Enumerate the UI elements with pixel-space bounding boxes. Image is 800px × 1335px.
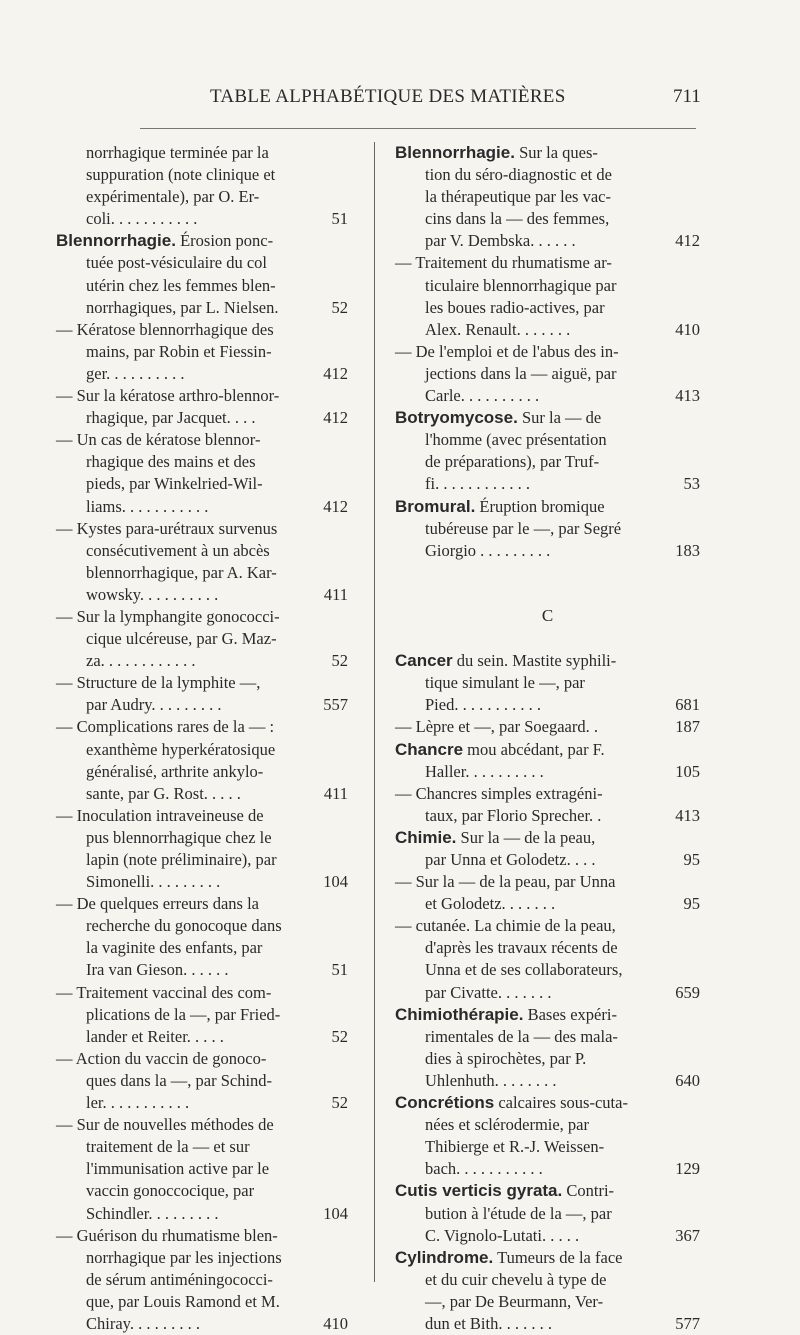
entry-text: Tumeurs de la face <box>493 1247 623 1267</box>
entry-text: — Action du vaccin de gonoco- <box>56 1048 267 1068</box>
entry-line <box>395 1070 700 1092</box>
entry-line <box>395 739 700 761</box>
entry-line <box>56 297 348 319</box>
entry-line <box>56 540 348 562</box>
entry-line <box>395 252 700 274</box>
entry-line <box>56 562 348 584</box>
section-letter-text: C <box>541 605 554 625</box>
entry-text: norrhagiques, par L. Nielsen. <box>86 297 279 317</box>
entry-line <box>395 1180 700 1202</box>
entry-heading: Cutis verticis gyrata. <box>395 1181 563 1201</box>
page-reference: 412 <box>323 496 348 516</box>
entry-text: jections dans la — aiguë, par <box>425 363 617 383</box>
entry-heading: Botryomycose. <box>395 408 518 428</box>
entry-text: calcaires sous-cuta- <box>494 1093 628 1113</box>
entry-line <box>56 518 348 540</box>
index-entry <box>395 827 700 871</box>
index-entry <box>395 142 700 252</box>
index-entry <box>395 716 700 738</box>
entry-text: Ira van Gieson. . . . . . <box>86 960 229 980</box>
entry-text: blennorrhagique, par A. Kar- <box>86 562 277 582</box>
page-reference: 183 <box>675 540 700 560</box>
page-reference: 53 <box>683 474 700 494</box>
entry-text: et du cuir chevelu à type de <box>425 1269 607 1289</box>
index-entry <box>56 672 348 716</box>
entry-text: pieds, par Winkelried-Wil- <box>86 474 263 494</box>
entry-text: bach. . . . . . . . . . . <box>425 1159 543 1179</box>
entry-text: que, par Louis Ramond et M. <box>86 1291 280 1311</box>
entry-text: ger. . . . . . . . . . <box>86 363 185 383</box>
entry-line <box>56 252 348 274</box>
entry-text: — De l'emploi et de l'abus des in- <box>395 341 619 361</box>
entry-line <box>56 871 348 893</box>
entry-text: taux, par Florio Sprecher. . <box>425 805 602 825</box>
page-reference: 410 <box>323 1313 348 1333</box>
entry-line <box>395 186 700 208</box>
index-entry <box>395 650 700 716</box>
index-entry <box>56 893 348 981</box>
entry-text: Sur la — de la peau, <box>456 827 596 847</box>
entry-line <box>56 496 348 518</box>
entry-text: norrhagique par les injections <box>86 1247 282 1267</box>
entry-text: dies à spirochètes, par P. <box>425 1048 587 1068</box>
entry-text: Simonelli. . . . . . . . . <box>86 872 221 892</box>
page-reference: 412 <box>323 408 348 428</box>
entry-line <box>56 186 348 208</box>
entry-text: tubéreuse par le —, par Segré <box>425 518 622 538</box>
index-entry <box>395 252 700 340</box>
entry-text: tion du séro-diagnostic et de <box>425 165 612 185</box>
index-entry <box>56 230 348 318</box>
page-reference: 412 <box>675 231 700 251</box>
entry-line <box>56 650 348 672</box>
right-column <box>395 142 700 1335</box>
entry-line <box>56 1313 348 1335</box>
entry-text: — Inoculation intraveineuse de <box>56 805 264 825</box>
entry-line <box>395 451 700 473</box>
index-entry <box>395 783 700 827</box>
index-entry <box>56 1114 348 1224</box>
entry-heading: Bromural. <box>395 496 476 516</box>
index-entry <box>395 871 700 915</box>
entry-line <box>56 429 348 451</box>
index-entry <box>56 606 348 672</box>
entry-line <box>56 1070 348 1092</box>
entry-heading: Cancer <box>395 651 453 671</box>
entry-text: za. . . . . . . . . . . . <box>86 651 196 671</box>
index-entry <box>56 716 348 804</box>
entry-text: cique ulcéreuse, par G. Maz- <box>86 629 277 649</box>
index-entry <box>56 1048 348 1114</box>
entry-heading: Chimie. <box>395 827 457 847</box>
page-number: 711 <box>673 86 701 107</box>
entry-line <box>395 849 700 871</box>
entry-line <box>56 937 348 959</box>
entry-line <box>56 1269 348 1291</box>
entry-text: Carle. . . . . . . . . . <box>425 386 540 406</box>
entry-line <box>56 1225 348 1247</box>
entry-text: Chiray. . . . . . . . . <box>86 1313 200 1333</box>
page-reference: 367 <box>675 1225 700 1245</box>
index-entry <box>395 1004 700 1092</box>
entry-line <box>56 1092 348 1114</box>
entry-line <box>395 1136 700 1158</box>
entry-text: pus blennorrhagique chez le <box>86 827 272 847</box>
entry-line <box>56 1136 348 1158</box>
entry-line <box>395 694 700 716</box>
page-reference: 95 <box>683 850 700 870</box>
entry-text: — Sur de nouvelles méthodes de <box>56 1115 274 1135</box>
entry-line <box>395 208 700 230</box>
entry-line <box>395 164 700 186</box>
entry-text: — Traitement du rhumatisme ar- <box>395 253 612 273</box>
page-reference: 411 <box>323 783 348 803</box>
entry-line <box>56 341 348 363</box>
page-reference: 659 <box>675 982 700 1002</box>
index-entry <box>395 496 700 562</box>
entry-line <box>395 473 700 495</box>
entry-line <box>56 672 348 694</box>
entry-line <box>395 275 700 297</box>
entry-text: Sur la — de <box>517 408 602 428</box>
entry-text: Bases expéri- <box>523 1004 617 1024</box>
entry-line <box>395 672 700 694</box>
entry-line <box>56 1004 348 1026</box>
entry-text: et Golodetz. . . . . . . <box>425 894 556 914</box>
page-reference: 52 <box>331 1093 348 1113</box>
entry-line <box>395 407 700 429</box>
entry-text: l'homme (avec présentation <box>425 430 607 450</box>
index-entry <box>56 1225 348 1335</box>
entry-text: Éruption bromique <box>475 496 605 516</box>
entry-line <box>56 827 348 849</box>
entry-text: Pied. . . . . . . . . . . <box>425 695 541 715</box>
entry-text: expérimentale), par O. Er- <box>86 187 260 207</box>
entry-text: lander et Reiter. . . . . <box>86 1026 224 1046</box>
entry-text: utérin chez les femmes blen- <box>86 275 276 295</box>
entry-line <box>395 893 700 915</box>
entry-text: Alex. Renault. . . . . . . <box>425 319 571 339</box>
page-reference: 412 <box>323 363 348 383</box>
entry-text: plications de la —, par Fried- <box>86 1004 281 1024</box>
index-entry <box>56 142 348 230</box>
index-entry <box>56 518 348 606</box>
entry-text: Uhlenhuth. . . . . . . . <box>425 1070 557 1090</box>
entry-line <box>395 959 700 981</box>
entry-line <box>395 540 700 562</box>
entry-line <box>395 142 700 164</box>
entry-line <box>395 363 700 385</box>
entry-line <box>56 584 348 606</box>
entry-line <box>56 142 348 164</box>
entry-text: rimentales de la — des mala- <box>425 1026 618 1046</box>
entry-line <box>395 1048 700 1070</box>
entry-text: — Kystes para-urétraux survenus <box>56 518 278 538</box>
entry-heading: Chancre <box>395 739 464 759</box>
column-divider <box>374 142 375 1282</box>
entry-text: de préparations), par Truf- <box>425 452 600 472</box>
entry-line <box>56 1158 348 1180</box>
entry-line <box>395 496 700 518</box>
entry-line <box>395 1114 700 1136</box>
entry-text: par Audry. . . . . . . . . <box>86 695 222 715</box>
page-reference: 681 <box>675 695 700 715</box>
entry-line <box>56 783 348 805</box>
entry-text: C. Vignolo-Lutati. . . . . <box>425 1225 580 1245</box>
entry-text: cins dans la — des femmes, <box>425 209 610 229</box>
entry-line <box>56 1291 348 1313</box>
index-entry <box>56 982 348 1048</box>
entry-line <box>395 716 700 738</box>
page-reference: 640 <box>675 1070 700 1090</box>
entry-text: dun et Bith. . . . . . . <box>425 1313 552 1333</box>
entry-text: — Sur la — de la peau, par Unna <box>395 872 616 892</box>
entry-text: ler. . . . . . . . . . . <box>86 1093 190 1113</box>
entry-text: rhagique, par Jacquet. . . . <box>86 408 256 428</box>
entry-text: wowsky. . . . . . . . . . <box>86 584 219 604</box>
entry-line <box>56 164 348 186</box>
entry-text: recherche du gonocoque dans <box>86 916 282 936</box>
page-reference: 557 <box>323 695 348 715</box>
entry-text: du sein. Mastite syphili- <box>452 651 617 671</box>
entry-line <box>56 1247 348 1269</box>
entry-line <box>395 341 700 363</box>
entry-text: ques dans la —, par Schind- <box>86 1070 273 1090</box>
entry-line <box>56 761 348 783</box>
entry-line <box>395 385 700 407</box>
page-reference: 104 <box>323 872 348 892</box>
entry-line <box>56 849 348 871</box>
entry-text: Thibierge et R.-J. Weissen- <box>425 1137 605 1157</box>
entry-text: — Chancres simples extragéni- <box>395 783 603 803</box>
index-entry <box>395 407 700 495</box>
entry-text: de sérum antiméningococci- <box>86 1269 273 1289</box>
entry-line <box>395 1225 700 1247</box>
page-reference: 51 <box>331 960 348 980</box>
entry-heading: Cylindrome. <box>395 1247 494 1267</box>
index-entry <box>56 805 348 893</box>
page-reference: 105 <box>675 761 700 781</box>
entry-line <box>395 1092 700 1114</box>
entry-line <box>395 429 700 451</box>
entry-line <box>56 319 348 341</box>
index-entry <box>395 1092 700 1180</box>
entry-heading: Blennorrhagie. <box>395 143 515 162</box>
index-entry <box>56 429 348 517</box>
entry-heading: Blennorrhagie. <box>56 231 176 251</box>
entry-text: — De quelques erreurs dans la <box>56 894 259 914</box>
entry-line <box>56 915 348 937</box>
entry-text: Unna et de ses collaborateurs, <box>425 960 623 980</box>
entry-text: — Lèpre et —, par Soegaard. . <box>395 717 598 737</box>
entry-line <box>395 871 700 893</box>
entry-text: l'immunisation active par le <box>86 1159 270 1179</box>
entry-text: Schindler. . . . . . . . . <box>86 1203 219 1223</box>
header-rule <box>140 128 696 129</box>
entry-line <box>395 783 700 805</box>
header-title: TABLE ALPHABÉTIQUE DES MATIÈRES <box>210 86 566 107</box>
entry-line <box>395 1291 700 1313</box>
entry-text: suppuration (note clinique et <box>86 165 276 185</box>
entry-line <box>56 1026 348 1048</box>
entry-text: généralisé, arthrite ankylo- <box>86 761 264 781</box>
entry-text: les boues radio-actives, par <box>425 297 605 317</box>
entry-text: — Sur la kératose arthro-blennor- <box>56 386 280 406</box>
index-entry <box>56 385 348 429</box>
entry-text: fi. . . . . . . . . . . . <box>425 474 530 494</box>
entry-text: coli. . . . . . . . . . . <box>86 209 198 229</box>
entry-text: Sur la ques- <box>514 143 598 162</box>
entry-text: Haller. . . . . . . . . . <box>425 761 544 781</box>
entry-text: lapin (note préliminaire), par <box>86 850 277 869</box>
entry-line <box>56 385 348 407</box>
entry-text: — Kératose blennorrhagique des <box>56 319 274 339</box>
index-entry <box>395 739 700 783</box>
index-entry <box>56 319 348 385</box>
page-reference: 51 <box>331 209 348 229</box>
page-reference: 411 <box>323 584 348 604</box>
entry-line <box>56 473 348 495</box>
page-reference: 413 <box>675 805 700 825</box>
entry-text: tuée post-vésiculaire du col <box>86 253 267 273</box>
page-reference: 413 <box>675 386 700 406</box>
entry-text: — Traitement vaccinal des com- <box>56 982 272 1002</box>
entry-line <box>56 959 348 981</box>
entry-text: — Un cas de kératose blennor- <box>56 430 261 450</box>
entry-line <box>395 297 700 319</box>
entry-text: la thérapeutique par les vac- <box>425 187 611 207</box>
entry-line <box>56 893 348 915</box>
entry-line <box>395 1203 700 1225</box>
page-reference: 104 <box>323 1203 348 1223</box>
entry-line <box>56 275 348 297</box>
entry-line <box>395 1158 700 1180</box>
entry-line <box>395 319 700 341</box>
entry-line <box>395 761 700 783</box>
entry-text: Giorgio . . . . . . . . . <box>425 540 551 560</box>
page-reference: 129 <box>675 1159 700 1179</box>
page-reference: 410 <box>675 319 700 339</box>
entry-line <box>395 827 700 849</box>
entry-line <box>395 1026 700 1048</box>
entry-text: traitement de la — et sur <box>86 1137 250 1157</box>
index-entry <box>395 341 700 407</box>
entry-line <box>395 915 700 937</box>
entry-text: — Sur la lymphangite gonococci- <box>56 606 280 626</box>
entry-text: exanthème hyperkératosique <box>86 739 276 759</box>
entry-text: par V. Dembska. . . . . . <box>425 231 576 251</box>
entry-line <box>395 1004 700 1026</box>
entry-text: — cutanée. La chimie de la peau, <box>395 916 616 936</box>
entry-line <box>56 739 348 761</box>
entry-line <box>56 1203 348 1225</box>
entry-line <box>395 1269 700 1291</box>
entry-text: tique simulant le —, par <box>425 673 585 693</box>
entry-text: sante, par G. Rost. . . . . <box>86 783 241 803</box>
entry-line <box>56 628 348 650</box>
entry-line <box>56 1048 348 1070</box>
entry-text: Contri- <box>562 1181 615 1201</box>
entry-line <box>56 606 348 628</box>
page-reference: 52 <box>331 297 348 317</box>
running-header <box>0 86 800 116</box>
entry-line <box>56 716 348 738</box>
page-reference: 577 <box>675 1313 700 1333</box>
entry-text: par Unna et Golodetz. . . . <box>425 850 596 870</box>
index-entry <box>395 1180 700 1246</box>
entry-line <box>395 982 700 1004</box>
entry-text: bution à l'étude de la —, par <box>425 1203 612 1223</box>
section-letter <box>395 562 700 650</box>
entry-text: rhagique des mains et des <box>86 452 256 472</box>
entry-text: nées et sclérodermie, par <box>425 1115 590 1135</box>
entry-line <box>395 230 700 252</box>
entry-line <box>56 1114 348 1136</box>
entry-line <box>56 805 348 827</box>
entry-line <box>56 694 348 716</box>
entry-text: mains, par Robin et Fiessin- <box>86 341 272 361</box>
page-reference: 95 <box>683 894 700 914</box>
entry-line <box>395 650 700 672</box>
page-reference: 187 <box>675 717 700 737</box>
entry-line <box>395 1247 700 1269</box>
entry-text: —, par De Beurmann, Ver- <box>425 1291 604 1311</box>
entry-text: Érosion ponc- <box>175 231 274 251</box>
entry-heading: Concrétions <box>395 1093 495 1113</box>
entry-text: d'après les travaux récents de <box>425 938 618 958</box>
entry-line <box>56 982 348 1004</box>
entry-text: mou abcédant, par F. <box>463 739 605 759</box>
entry-line <box>395 1313 700 1335</box>
entry-line <box>395 937 700 959</box>
left-column <box>56 142 348 1335</box>
entry-text: — Complications rares de la — : <box>56 717 275 737</box>
entry-text: la vaginite des enfants, par <box>86 938 263 958</box>
entry-heading: Chimiothérapie. <box>395 1004 524 1024</box>
entry-text: par Civatte. . . . . . . <box>425 982 552 1002</box>
entry-line <box>56 407 348 429</box>
entry-line <box>56 1180 348 1202</box>
index-entry <box>395 915 700 1003</box>
page-reference: 52 <box>331 1026 348 1046</box>
entry-text: consécutivement à un abcès <box>86 540 270 560</box>
entry-text: vaccin gonoccocique, par <box>86 1181 255 1201</box>
entry-line <box>56 363 348 385</box>
entry-text: — Structure de la lymphite —, <box>56 673 261 693</box>
page-reference: 52 <box>331 651 348 671</box>
entry-line <box>395 518 700 540</box>
entry-text: norrhagique terminée par la <box>86 143 269 162</box>
entry-line <box>56 451 348 473</box>
entry-text: — Guérison du rhumatisme blen- <box>56 1225 278 1245</box>
entry-text: ticulaire blennorrhagique par <box>425 275 617 295</box>
entry-line <box>56 230 348 252</box>
entry-text: liams. . . . . . . . . . . <box>86 496 209 516</box>
entry-line <box>56 208 348 230</box>
entry-line <box>395 805 700 827</box>
